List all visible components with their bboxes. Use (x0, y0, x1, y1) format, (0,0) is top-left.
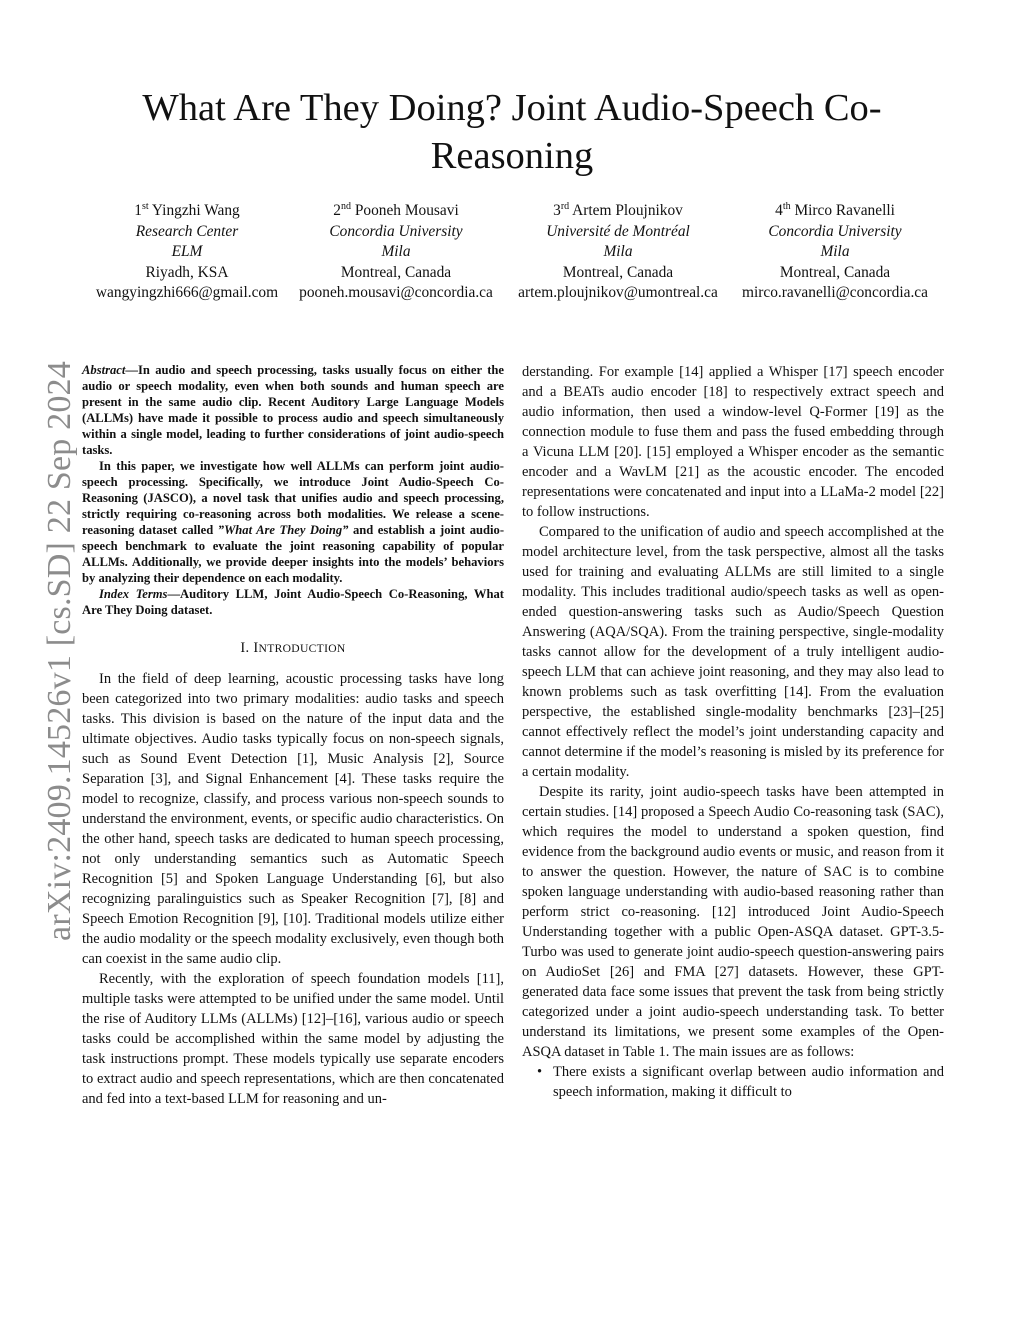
body-paragraph: Compared to the unification of audio and speech accomplished at the model architecture level, from the task perspective, almost all the tasks used for training and evaluating ALLMs are still limited to a single modality. This includes traditional audio/speech tasks as well as open-ended question-answering tasks such as Audio/Speech Question Answering (AQA/SQA). From the training perspective, single-modality tasks cannot allow for the development of a truly intelligent audio-speech LLM that can achieve joint reasoning, and they may also lead to known problems such as task overfitting [14]. From the evaluation perspective, the established single-modality benchmarks [23]–[25] cannot effectively reflect the model’s joint understanding capacity and cannot determine if the model’s reasoning is misled by its preference for a certain modality. (522, 524, 944, 780)
body-paragraph: In the field of deep learning, acoustic processing tasks have long been categorized into two primary modalities: audio tasks and speech tasks. This division is based on the nature of the input data and the ultimate objectives. Audio tasks typically focus on non-speech signals, such as Sound Event Detection [1], Music Analysis [2], Source Separation [3], and Signal Enhancement [4]. These tasks require the model to recognize, classify, and process various non-speech sounds to understand the environment, events, or specific audio characteristics. On the other hand, speech tasks are dedicated to human speech processing, not only understanding semantics such as Automatic Speech Recognition [5] and Spoken Language Understanding [6], but also recognizing paralinguistics such as Speaker Recognition [7], [8] and Speech Emotion Recognition [9], [10]. Traditional models utilize either the audio modality or the speech modality exclusively, even though both can coexist in the same audio clip. (82, 671, 504, 967)
paper-title: What Are They Doing? Joint Audio-Speech Co-Reasoning (142, 87, 882, 177)
author-department: Concordia University (329, 222, 463, 240)
author-location: Montreal, Canada (340, 263, 452, 281)
author-email: pooneh.mousavi@concordia.ca (299, 284, 493, 301)
body-paragraph: Despite its rarity, joint audio-speech tasks have been attempted in certain studies. [14] proposed a Speech Audio Co-reasoning task (SAC), which requires the model to understand a spoken question, find evidence from the background audio events or music, and reason from it to answer the question. However, the nature of SAC is to combine spoken language understanding with audio-based reasoning rather than perform strict co-reasoning. [12] introduced Joint Audio-Speech Understanding together with a public Open-ASQA dataset. GPT-3.5-Turbo was used to generate joint audio-speech question-answering pairs on AudioSet [26] and FMA [27] datasets. However, these GPT-generated data face some issues that prevent the task from being strictly categorized under a joint audio-speech understanding task. To better understand its limitations, we present some examples of the Open-ASQA dataset in Table 1. The main issues are as follows: (522, 784, 944, 1060)
body-paragraph: derstanding. For example [14] applied a Whisper [17] speech encoder and a BEATs audio encoder [18] to respectively extract speech and audio information, then used a window-level Q-Former [19] as the connection module to fuse them and pass the fused embedding through a Vicuna LLM [20]. [15] employed a Whisper encoder as the semantic encoder and a WavLM [21] as the acoustic encoder. The encoded representations were concatenated and input into a LLaMa-2 model [22] to follow instructions. (522, 364, 944, 520)
author-name: 4th Mirco Ravanelli (775, 201, 895, 219)
body-paragraph: Recently, with the exploration of speech foundation models [11], multiple tasks were attempted to be unified under the same model. Until the rise of Auditory LLMs (ALLMs) [12]–[16], various audio or speech tasks could be accomplished within the same model by adjusting the task instructions prompt. These models typically use separate encoders to extract audio and speech representations, which are then concatenated and fed into a text-based LLM for reasoning and un- (82, 971, 504, 1107)
abstract-paragraph: Abstract—In audio and speech processing, tasks usually focus on either the audio or speech modality, even when both sounds and human speech are present in the same audio clip. Recent Auditory Large Language Models (ALLMs) have made it possible to process audio and speech simultaneously within a single model, leading to further considerations of joint audio-speech tasks. (82, 363, 504, 457)
author-name: 1st Yingzhi Wang (134, 201, 240, 219)
author-department: Concordia University (768, 222, 902, 240)
author-name: 2nd Pooneh Mousavi (333, 201, 459, 219)
author-email: artem.ploujnikov@umontreal.ca (518, 284, 718, 301)
author-block-2 (296, 201, 496, 304)
author-location: Montreal, Canada (562, 263, 674, 281)
author-location: Riyadh, KSA (145, 263, 229, 281)
author-email: mirco.ravanelli@concordia.ca (742, 284, 928, 301)
author-organization: Mila (603, 243, 633, 260)
abstract-paragraph: In this paper, we investigate how well ALLMs can perform joint audio-speech processing. Specifically, we introduce Joint Audio-Speech Co-Reasoning (JASCO), a novel task that unifies audio and speech processing, strictly requiring co-reasoning across both modalities. We release a scene-reasoning dataset called ”What Are They Doing” and establish a joint audio-speech benchmark to evaluate the joint reasoning capability of popular ALLMs. Additionally, we provide deeper insights into the models’ behaviors by analyzing their dependence on each modality. (82, 459, 505, 585)
bullet-icon: • (537, 1064, 543, 1080)
author-department: Université de Montréal (546, 222, 690, 240)
section-heading-introduction: I. INTRODUCTION (240, 640, 346, 656)
author-organization: Mila (820, 243, 850, 260)
abstract (82, 362, 504, 618)
author-email: wangyingzhi666@gmail.com (95, 284, 279, 301)
author-block-4 (730, 201, 940, 304)
arxiv-identifier-stamp: arXiv:2409.14526v1 [cs.SD] 22 Sep 2024 (41, 361, 78, 941)
author-organization: Mila (381, 243, 411, 260)
right-column (522, 362, 944, 1102)
author-location: Montreal, Canada (779, 263, 891, 281)
author-name: 3rd Artem Ploujnikov (553, 201, 683, 219)
author-block-1 (74, 201, 300, 304)
list-item: • There exists a significant overlap between audio information and speech information, making it difficult to (537, 1064, 944, 1100)
author-organization: ELM (171, 243, 203, 260)
author-department: Research Center (135, 222, 239, 240)
left-column (82, 362, 504, 1109)
index-terms: Index Terms—Auditory LLM, Joint Audio-Speech Co-Reasoning, What Are They Doing dataset. (82, 587, 504, 617)
author-block-3 (508, 201, 728, 304)
issue-list (522, 1062, 944, 1102)
